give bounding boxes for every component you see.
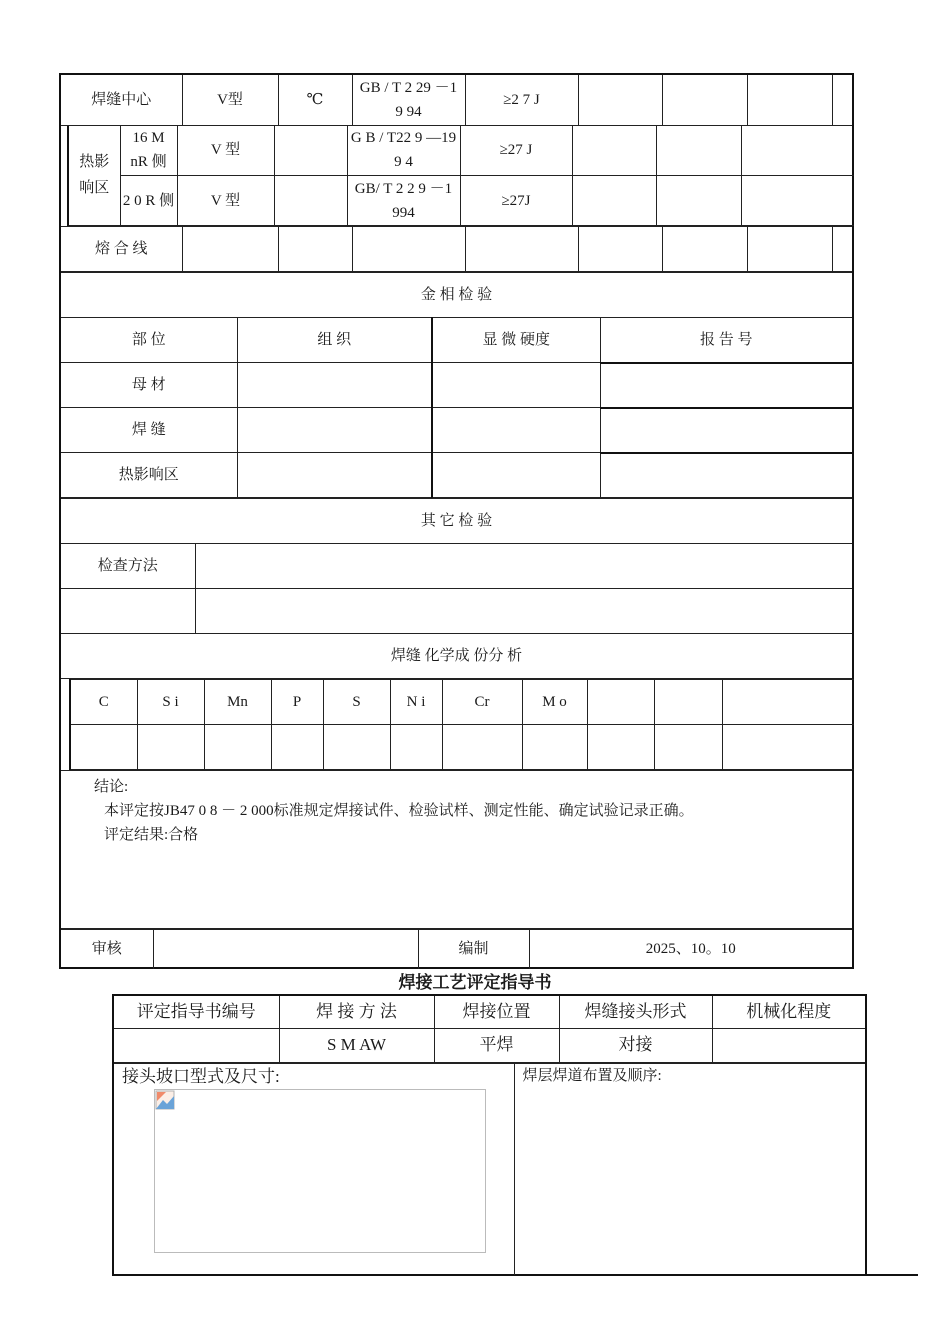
guideline-header-table (114, 996, 865, 1063)
conclusion-line2: 评定结果:合格 (104, 827, 199, 843)
metallo-header-report: 报 告 号 (600, 318, 852, 363)
signature-row (61, 929, 852, 969)
broken-image-icon (155, 1090, 175, 1110)
sequence-label: 焊层焊道布置及顺序: (522, 1067, 662, 1084)
empty-cell (600, 363, 852, 408)
haz-row-impact: ≥27 J (460, 126, 572, 176)
empty-cell (741, 126, 854, 176)
doc-title-guideline: 焊接工艺评定指导书 (398, 973, 552, 993)
empty-cell (578, 75, 662, 125)
empty-cell (600, 453, 852, 498)
empty-cell (465, 227, 578, 272)
chemistry-table (69, 679, 854, 770)
fusion-line-label: 熔 合 线 (61, 227, 182, 272)
empty-cell (587, 725, 654, 770)
empty-cell (522, 725, 587, 770)
empty-cell (741, 176, 854, 226)
review-value (153, 930, 418, 969)
inspection-method-label: 检查方法 (61, 544, 195, 589)
metallo-header-structure: 组 织 (237, 318, 432, 363)
haz-row-impact: ≥27J (460, 176, 572, 226)
metallographic-section (61, 272, 852, 498)
header-guideline-no: 评定指导书编号 (114, 996, 279, 1028)
value-welding-position: 平焊 (434, 1028, 559, 1062)
empty-cell (237, 408, 432, 453)
empty-cell (722, 725, 854, 770)
groove-drawing-placeholder (154, 1089, 486, 1253)
metallographic-title: 金 相 检 验 (61, 273, 852, 318)
value-joint-form: 对接 (559, 1028, 712, 1062)
element-blank (587, 680, 654, 725)
empty-cell (600, 408, 852, 453)
empty-cell (662, 75, 747, 125)
empty-cell (195, 544, 852, 589)
header-welding-position: 焊接位置 (434, 996, 559, 1028)
empty-cell (271, 725, 323, 770)
empty-cell (70, 725, 137, 770)
empty-cell (182, 227, 278, 272)
conclusion-line1: 本评定按JB47 0 8 － 2 000标准规定焊接试件、检验试样、测定性能、确定试验记录正确。 (104, 803, 694, 819)
value-mechanization (712, 1028, 865, 1062)
haz-row-groove: V 型 (177, 176, 274, 226)
empty-cell (747, 75, 832, 125)
conclusion-cell (61, 771, 852, 929)
empty-cell (442, 725, 522, 770)
haz-row-standard: G B / T22 9 —19 9 4 (347, 126, 460, 176)
metallo-header-position: 部 位 (61, 318, 237, 363)
prepare-label: 编制 (418, 930, 529, 969)
empty-cell (274, 126, 347, 176)
empty-cell (390, 725, 442, 770)
empty-cell (137, 725, 204, 770)
haz-row-groove: V 型 (177, 126, 274, 176)
metallo-row-weld: 焊 缝 (61, 408, 237, 453)
empty-cell (195, 589, 852, 634)
weld-center-temp: ℃ (278, 75, 352, 125)
element-p: P (271, 680, 323, 725)
header-joint-form: 焊缝接头形式 (559, 996, 712, 1028)
weld-center-label: 焊缝中心 (61, 75, 182, 125)
metallo-header-hardness: 显 微 硬度 (432, 318, 600, 363)
empty-cell (656, 126, 741, 176)
haz-row-label: 16 M nR 侧 (120, 126, 177, 176)
element-c: C (70, 680, 137, 725)
empty-cell (61, 589, 195, 634)
table-edge-line (864, 1274, 918, 1276)
empty-cell (654, 725, 722, 770)
value-welding-method: S M AW (279, 1028, 434, 1062)
empty-cell (572, 176, 656, 226)
chemistry-title: 焊缝 化学成 份分 析 (61, 634, 852, 679)
empty-cell (432, 408, 600, 453)
element-cr: Cr (442, 680, 522, 725)
element-s: S (323, 680, 390, 725)
empty-cell (204, 725, 271, 770)
weld-center-groove: V型 (182, 75, 278, 125)
empty-cell (432, 363, 600, 408)
metallo-row-haz: 热影响区 (61, 453, 237, 498)
other-inspection-section (61, 498, 852, 679)
element-blank (722, 680, 854, 725)
date-value: 2025、10。10 (529, 930, 852, 969)
haz-row-label: 2 0 R 侧 (120, 176, 177, 226)
empty-cell (656, 176, 741, 226)
empty-cell (237, 363, 432, 408)
empty-cell (662, 227, 747, 272)
empty-cell (747, 227, 832, 272)
groove-label: 接头坡口型式及尺寸: (122, 1066, 280, 1086)
element-ni: N i (390, 680, 442, 725)
other-inspection-title: 其 它 检 验 (61, 499, 852, 544)
empty-cell (352, 227, 465, 272)
element-blank (654, 680, 722, 725)
metallo-row-base-metal: 母 材 (61, 363, 237, 408)
weld-center-impact: ≥2 7 J (465, 75, 578, 125)
header-welding-method: 焊 接 方 法 (279, 996, 434, 1028)
empty-cell (278, 227, 352, 272)
empty-cell (274, 176, 347, 226)
empty-cell (237, 453, 432, 498)
weld-center-row (61, 75, 852, 126)
element-mn: Mn (204, 680, 271, 725)
weld-center-standard: GB / T 2 29 －1 9 94 (352, 75, 465, 125)
conclusion-section (61, 770, 852, 929)
empty-cell (432, 453, 600, 498)
empty-cell (578, 227, 662, 272)
empty-cell (572, 126, 656, 176)
conclusion-label: 结论: (94, 779, 129, 795)
empty-cell (832, 227, 852, 272)
sequence-section (514, 1063, 865, 1275)
empty-cell (323, 725, 390, 770)
empty-cell (832, 75, 852, 125)
haz-row-standard: GB/ T 2 2 9 －1 994 (347, 176, 460, 226)
review-label: 审核 (61, 930, 153, 969)
value-guideline-no (114, 1028, 279, 1062)
haz-label: 热影响区 (68, 126, 120, 226)
header-mechanization: 机械化程度 (712, 996, 865, 1028)
fusion-line-row (61, 226, 852, 272)
haz-rows (67, 126, 854, 227)
element-si: S i (137, 680, 204, 725)
evaluation-record-table (59, 73, 854, 969)
element-mo: M o (522, 680, 587, 725)
